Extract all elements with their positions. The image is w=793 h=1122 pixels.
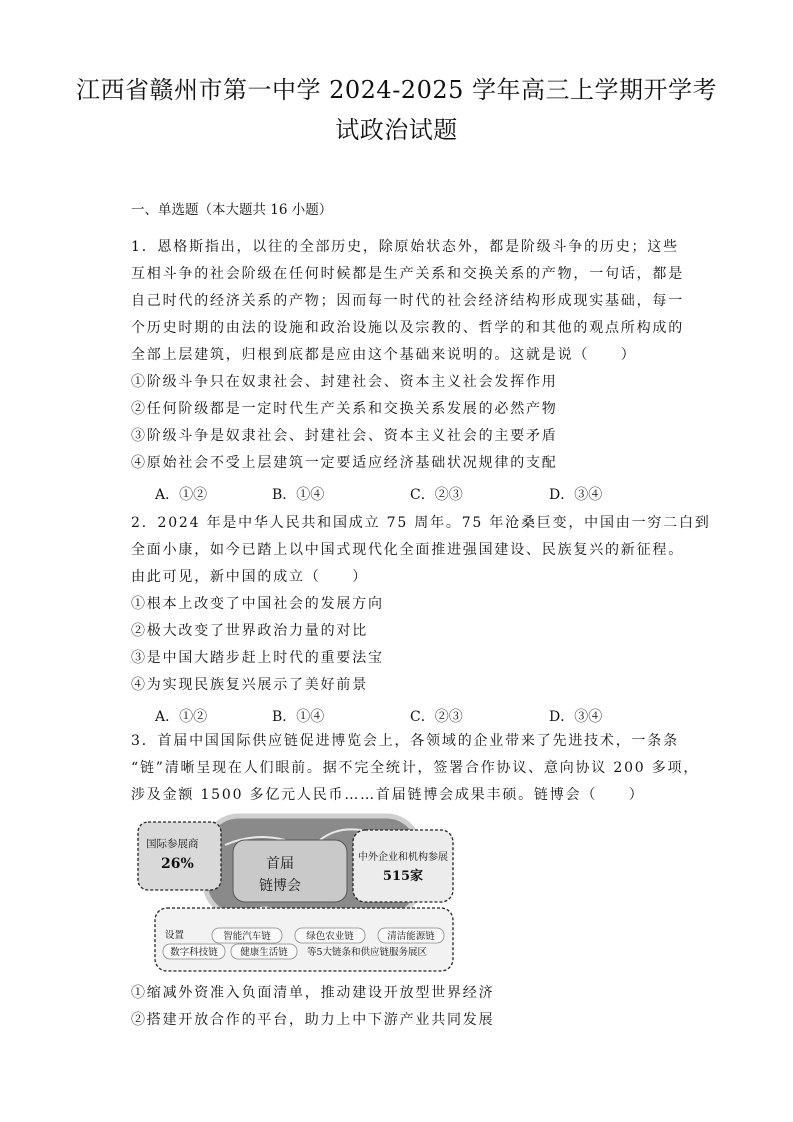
- right-box-label: 中外企业和机构参展: [358, 852, 448, 863]
- left-box-label: 国际参展商: [146, 838, 199, 850]
- option-d: D．③④: [549, 709, 603, 725]
- chain-tag: 清洁能源链: [387, 931, 435, 942]
- exhibitor-count-box: [353, 830, 453, 902]
- question-1-stem-line: 全部上层建筑，归根到底都是应由这个基础来说明的。这就是说（ ）: [131, 347, 637, 363]
- chain-tag: 数字科技链: [170, 947, 218, 958]
- question-2: [131, 510, 711, 699]
- question-3-stem-line: “链”清晰呈现在人们眼前。据不完全统计，签署合作协议、意向协议 200 多项，: [131, 760, 700, 776]
- question-3-items: [131, 980, 671, 1034]
- chains-suffix: 等5大链条和供应链服务展区: [307, 947, 428, 958]
- section-heading: 一、单选题（本大题共 16 小题）: [131, 202, 333, 218]
- question-1-stem-line: 互相斗争的社会阶级在任何时候都是生产关系和交换关系的产物，一句话，都是: [131, 266, 684, 282]
- option-a: A．①②: [155, 487, 208, 503]
- question-3: [131, 728, 700, 809]
- chain-tag: 智能汽车链: [223, 931, 271, 942]
- question-1-item: ②任何阶级都是一定时代生产关系和交换关系发展的必然产物: [131, 401, 558, 417]
- question-2-stem-line: 2．2024 年是中华人民共和国成立 75 周年。75 年沧桑巨变，中国由一穷二白到: [131, 515, 711, 531]
- question-1-item: ③阶级斗争是奴隶社会、封建社会、资本主义社会的主要矛盾: [131, 428, 558, 444]
- question-3-stem-line: 3．首届中国国际供应链促进博览会上，各领域的企业带来了先进技术，一条条: [131, 733, 679, 749]
- question-2-stem-line: 由此可见，新中国的成立（ ）: [131, 569, 368, 585]
- question-2-item: ②极大改变了世界政治力量的对比: [131, 623, 368, 639]
- chains-prefix: 设置: [165, 930, 185, 941]
- question-1-stem-line: 1．恩格斯指出，以往的全部历史，除原始状态外，都是阶级斗争的历史；这些: [131, 239, 679, 255]
- question-1: [131, 234, 684, 477]
- chain-tag: 绿色农业链: [306, 931, 354, 942]
- document-title-line1: 江西省赣州市第一中学 2024-2025 学年高三上学期开学考: [75, 76, 718, 104]
- question-2-item: ④为实现民族复兴展示了美好前景: [131, 677, 368, 693]
- option-a: A．①②: [155, 709, 208, 725]
- center-line1: 首届: [266, 856, 294, 872]
- option-c: C．②③: [410, 709, 463, 725]
- option-b: B．①④: [272, 709, 325, 725]
- option-d: D．③④: [549, 487, 603, 503]
- question-3-item: ②搭建开放合作的平台，助力上中下游产业共同发展: [131, 1012, 495, 1028]
- question-1-item: ①阶级斗争只在奴隶社会、封建社会、资本主义社会发挥作用: [131, 374, 558, 390]
- center-line2: 链博会: [259, 878, 301, 894]
- expo-infographic: [135, 810, 455, 975]
- question-3-stem-line: 涉及金额 1500 多亿元人民币……首届链博会成果丰硕。链博会（ ）: [131, 787, 645, 803]
- right-box-value: 515家: [382, 869, 424, 884]
- question-2-stem-line: 全面小康，如今已踏上以中国式现代化全面推进强国建设、民族复兴的新征程。: [131, 542, 684, 558]
- question-1-item: ④原始社会不受上层建筑一定要适应经济基础状况规律的支配: [131, 455, 558, 471]
- question-1-stem-line: 自己时代的经济关系的产物；因而每一时代的社会经济结构形成现实基础，每一: [131, 293, 684, 309]
- chain-tag: 健康生活链: [240, 947, 288, 958]
- question-2-item: ③是中国大踏步赶上时代的重要法宝: [131, 650, 384, 666]
- left-box-value: 26%: [161, 856, 194, 872]
- question-1-stem-line: 个历史时期的由法的设施和政治设施以及宗教的、哲学的和其他的观点所构成的: [131, 320, 684, 336]
- document-title-line2: 试政治试题: [335, 116, 458, 144]
- option-c: C．②③: [410, 487, 463, 503]
- option-b: B．①④: [272, 487, 325, 503]
- question-2-item: ①根本上改变了中国社会的发展方向: [131, 596, 384, 612]
- question-3-item: ①缩减外资准入负面清单，推动建设开放型世界经济: [131, 985, 495, 1001]
